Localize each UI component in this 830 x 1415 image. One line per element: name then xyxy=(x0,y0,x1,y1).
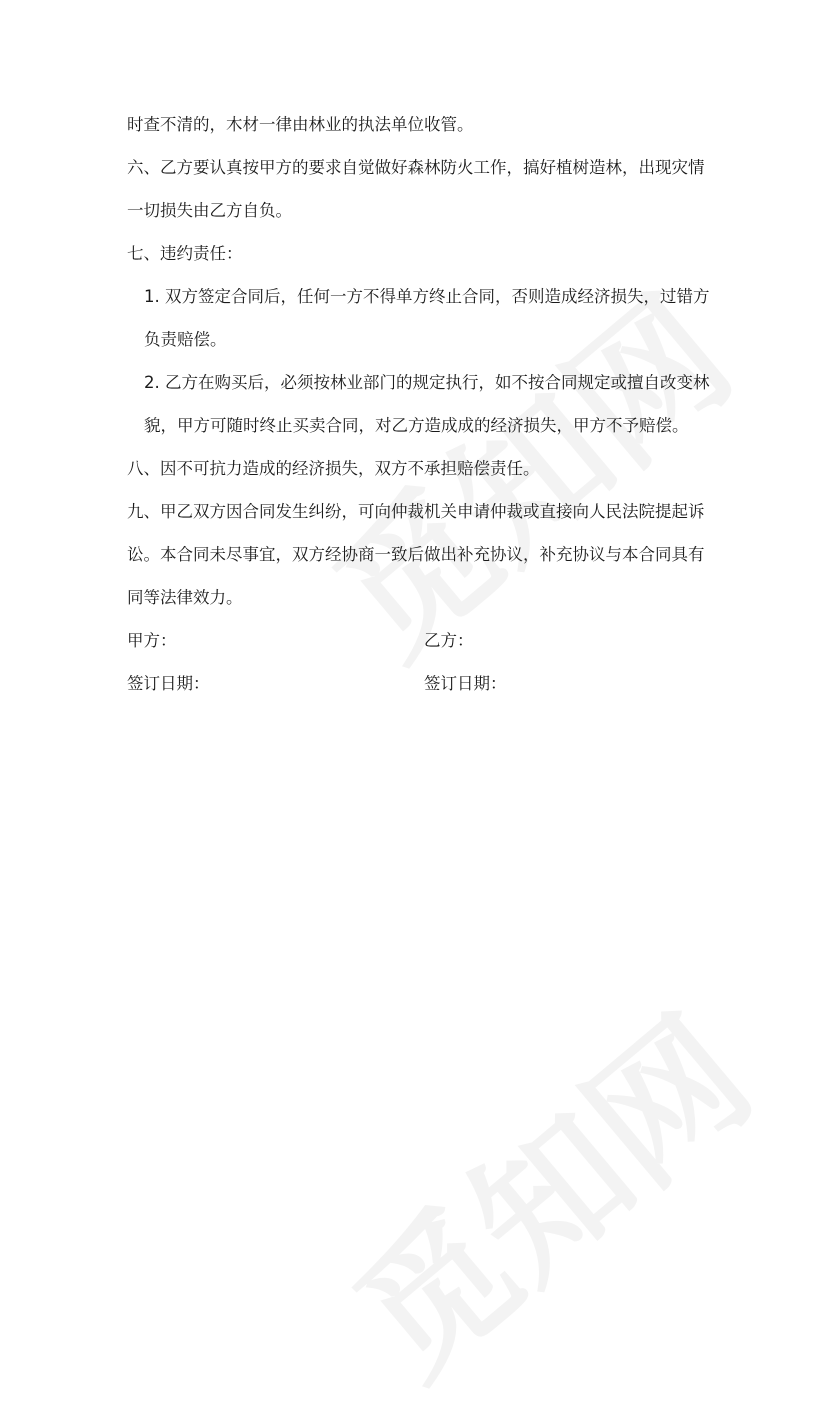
signature-date-row xyxy=(127,662,717,705)
clause-7-item-2: 2. 乙方在购买后，必须按林业部门的规定执行，如不按合同规定或擅自改变林貌，甲方可随时终止买卖合同，对乙方造成成的经济损失，甲方不予赔偿。 xyxy=(144,373,710,435)
document-body xyxy=(127,103,717,705)
paragraph-continuation: 时查不清的，木材一律由林业的执法单位收管。 xyxy=(127,115,474,134)
clause-7-item-1: 1. 双方签定合同后，任何一方不得单方终止合同，否则造成经济损失，过错方负责赔偿。 xyxy=(144,287,710,349)
party-b-label: 乙方： xyxy=(424,631,474,650)
date-a-label: 签订日期： xyxy=(127,674,210,693)
date-b-label: 签订日期： xyxy=(424,674,507,693)
clause-7-heading: 七、违约责任： xyxy=(127,244,243,263)
clause-6: 六、乙方要认真按甲方的要求自觉做好森林防火工作，搞好植树造林，出现灾情一切损失由乙方自负。 xyxy=(127,158,705,220)
clause-8: 八、因不可抗力造成的经济损失，双方不承担赔偿责任。 xyxy=(127,459,540,478)
party-a-label: 甲方： xyxy=(127,631,177,650)
watermark xyxy=(303,961,787,1415)
signature-party-row xyxy=(127,619,717,662)
clause-9: 九、甲乙双方因合同发生纠纷，可向仲裁机关申请仲裁或直接向人民法院提起诉讼。本合同未尽事宜，双方经协商一致后做出补充协议，补充协议与本合同具有同等法律效力。 xyxy=(127,502,705,607)
